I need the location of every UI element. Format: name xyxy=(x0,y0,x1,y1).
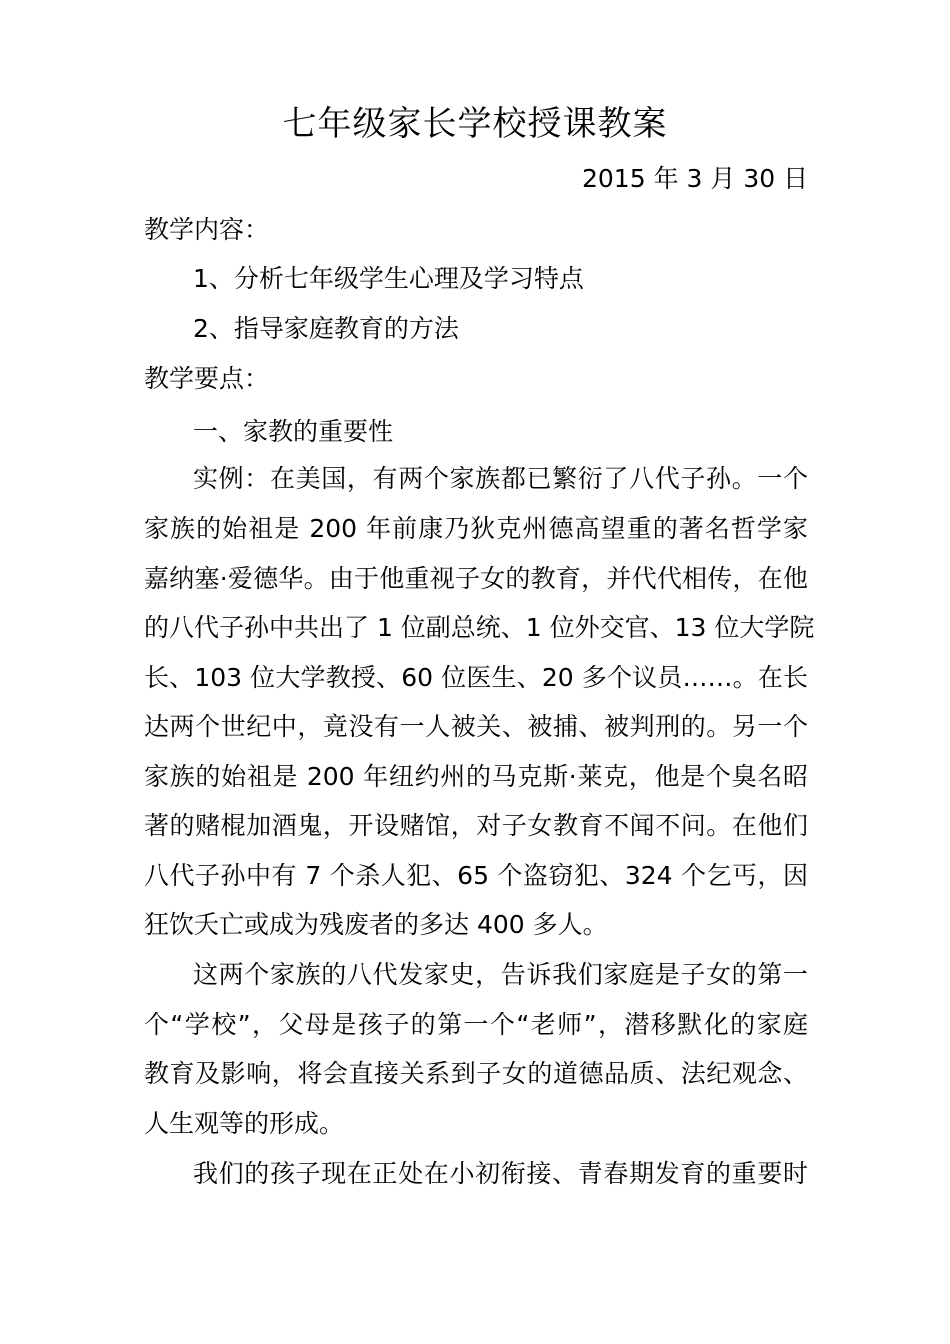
paragraph-line: 狂饮夭亡或成为残废者的多达 400 多人。 xyxy=(144,910,608,939)
paragraph-line: 实例：在美国，有两个家族都已繁衍了八代子孙。一个 xyxy=(193,464,808,493)
paragraph-line: 八代子孙中有 7 个杀人犯、65 个盗窃犯、324 个乞丐，因 xyxy=(144,861,808,890)
section-heading: 一、家教的重要性 xyxy=(193,417,394,446)
paragraph-line: 的八代子孙中共出了 1 位副总统、1 位外交官、13 位大学院 xyxy=(144,613,815,642)
paragraph-line: 这两个家族的八代发家史，告诉我们家庭是子女的第一 xyxy=(193,960,808,989)
document-title: 七年级家长学校授课教案 xyxy=(282,104,668,144)
document-date: 2015 年 3 月 30 日 xyxy=(582,164,809,193)
paragraph-line: 个“学校”，父母是孩子的第一个“老师”，潜移默化的家庭 xyxy=(144,1010,808,1039)
paragraph-line: 我们的孩子现在正处在小初衔接、青春期发育的重要时 xyxy=(193,1159,808,1188)
paragraph-line: 家族的始祖是 200 年纽约州的马克斯·莱克，他是个臭名昭 xyxy=(144,762,808,791)
paragraph-line: 长、103 位大学教授、60 位医生、20 多个议员……。在长 xyxy=(144,663,808,692)
content-item: 2、指导家庭教育的方法 xyxy=(193,314,459,343)
paragraph-line: 家族的始祖是 200 年前康乃狄克州德高望重的著名哲学家 xyxy=(144,514,808,543)
paragraph-line: 达两个世纪中，竟没有一人被关、被捕、被判刑的。另一个 xyxy=(144,712,808,741)
points-heading: 教学要点： xyxy=(144,364,270,393)
content-heading: 教学内容： xyxy=(144,215,270,244)
content-item: 1、分析七年级学生心理及学习特点 xyxy=(193,264,584,293)
paragraph-line: 教育及影响，将会直接关系到子女的道德品质、法纪观念、 xyxy=(144,1059,808,1088)
paragraph-line: 嘉纳塞·爱德华。由于他重视子女的教育，并代代相传，在他 xyxy=(144,564,808,593)
paragraph-line: 著的赌棍加酒鬼，开设赌馆，对子女教育不闻不问。在他们 xyxy=(144,811,808,840)
paragraph-line: 人生观等的形成。 xyxy=(144,1109,345,1138)
